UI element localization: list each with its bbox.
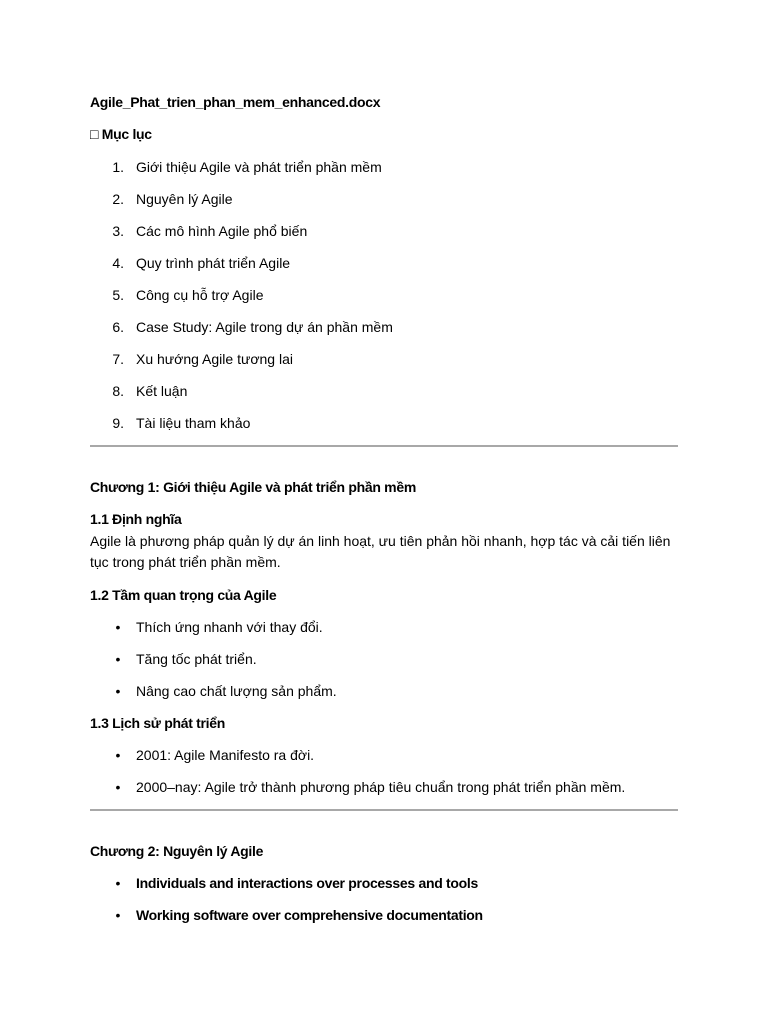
toc-number: 5. (112, 287, 124, 303)
toc-number: 2. (112, 191, 124, 207)
list-item-text: Nâng cao chất lượng sản phẩm. (136, 683, 337, 699)
list-item-text: 2000–nay: Agile trở thành phương pháp tiêu chuẩn trong phát triển phần mềm. (136, 779, 626, 795)
bullet-icon: • (115, 779, 121, 795)
bullet-icon: • (115, 651, 121, 667)
toc-item-text: Quy trình phát triển Agile (136, 255, 291, 271)
section-1-2-title: 1.2 Tầm quan trọng của Agile (90, 587, 277, 603)
section-1-1-title: 1.1 Định nghĩa (90, 511, 182, 527)
list-item-text: Tăng tốc phát triển. (136, 651, 257, 667)
toc-heading (90, 125, 152, 143)
toc-item-text: Case Study: Agile trong dự án phần mềm (136, 319, 393, 335)
toc-item-text: Giới thiệu Agile và phát triển phần mềm (136, 159, 382, 175)
toc-number: 7. (112, 351, 124, 367)
chapter1-title: Chương 1: Giới thiệu Agile và phát triển phần mềm (90, 479, 416, 495)
list-item-text: Individuals and interactions over processes and tools (136, 875, 478, 891)
toc-number: 9. (112, 415, 124, 431)
document-filename: Agile_Phat_trien_phan_mem_enhanced.docx (90, 94, 381, 110)
toc-number: 1. (112, 159, 124, 175)
list-item-text: Working software over comprehensive documentation (136, 907, 483, 923)
toc-item-text: Xu hướng Agile tương lai (136, 351, 293, 367)
bullet-icon: • (115, 683, 121, 699)
section-1-1-paragraph: Agile là phương pháp quản lý dự án linh hoạt, ưu tiên phản hồi nhanh, hợp tác và cải tiến liên tục trong phát triển phần mềm. (90, 533, 671, 570)
toc-number: 4. (112, 255, 124, 271)
section-1-3-title: 1.3 Lịch sử phát triển (90, 715, 226, 731)
bullet-icon: • (115, 907, 121, 923)
list-item-text: 2001: Agile Manifesto ra đời. (136, 747, 315, 763)
toc-item-text: Kết luận (136, 383, 188, 399)
list-item-text: Thích ứng nhanh với thay đổi. (136, 619, 323, 635)
toc-number: 3. (112, 223, 124, 239)
bullet-icon: • (115, 747, 121, 763)
toc-number: 8. (112, 383, 124, 399)
toc-number: 6. (112, 319, 124, 335)
chapter2-title: Chương 2: Nguyên lý Agile (90, 843, 264, 859)
toc-item-text: Tài liệu tham khảo (136, 415, 251, 431)
toc-item-text: Công cụ hỗ trợ Agile (136, 287, 264, 303)
toc-title: Mục lục (101, 126, 152, 142)
toc-item-text: Các mô hình Agile phổ biến (136, 223, 308, 239)
divider (90, 809, 678, 811)
bullet-icon: • (115, 619, 121, 635)
bullet-icon: • (115, 875, 121, 891)
toc-item-text: Nguyên lý Agile (136, 191, 233, 207)
toc-icon: □ (90, 126, 99, 142)
divider (90, 445, 678, 447)
